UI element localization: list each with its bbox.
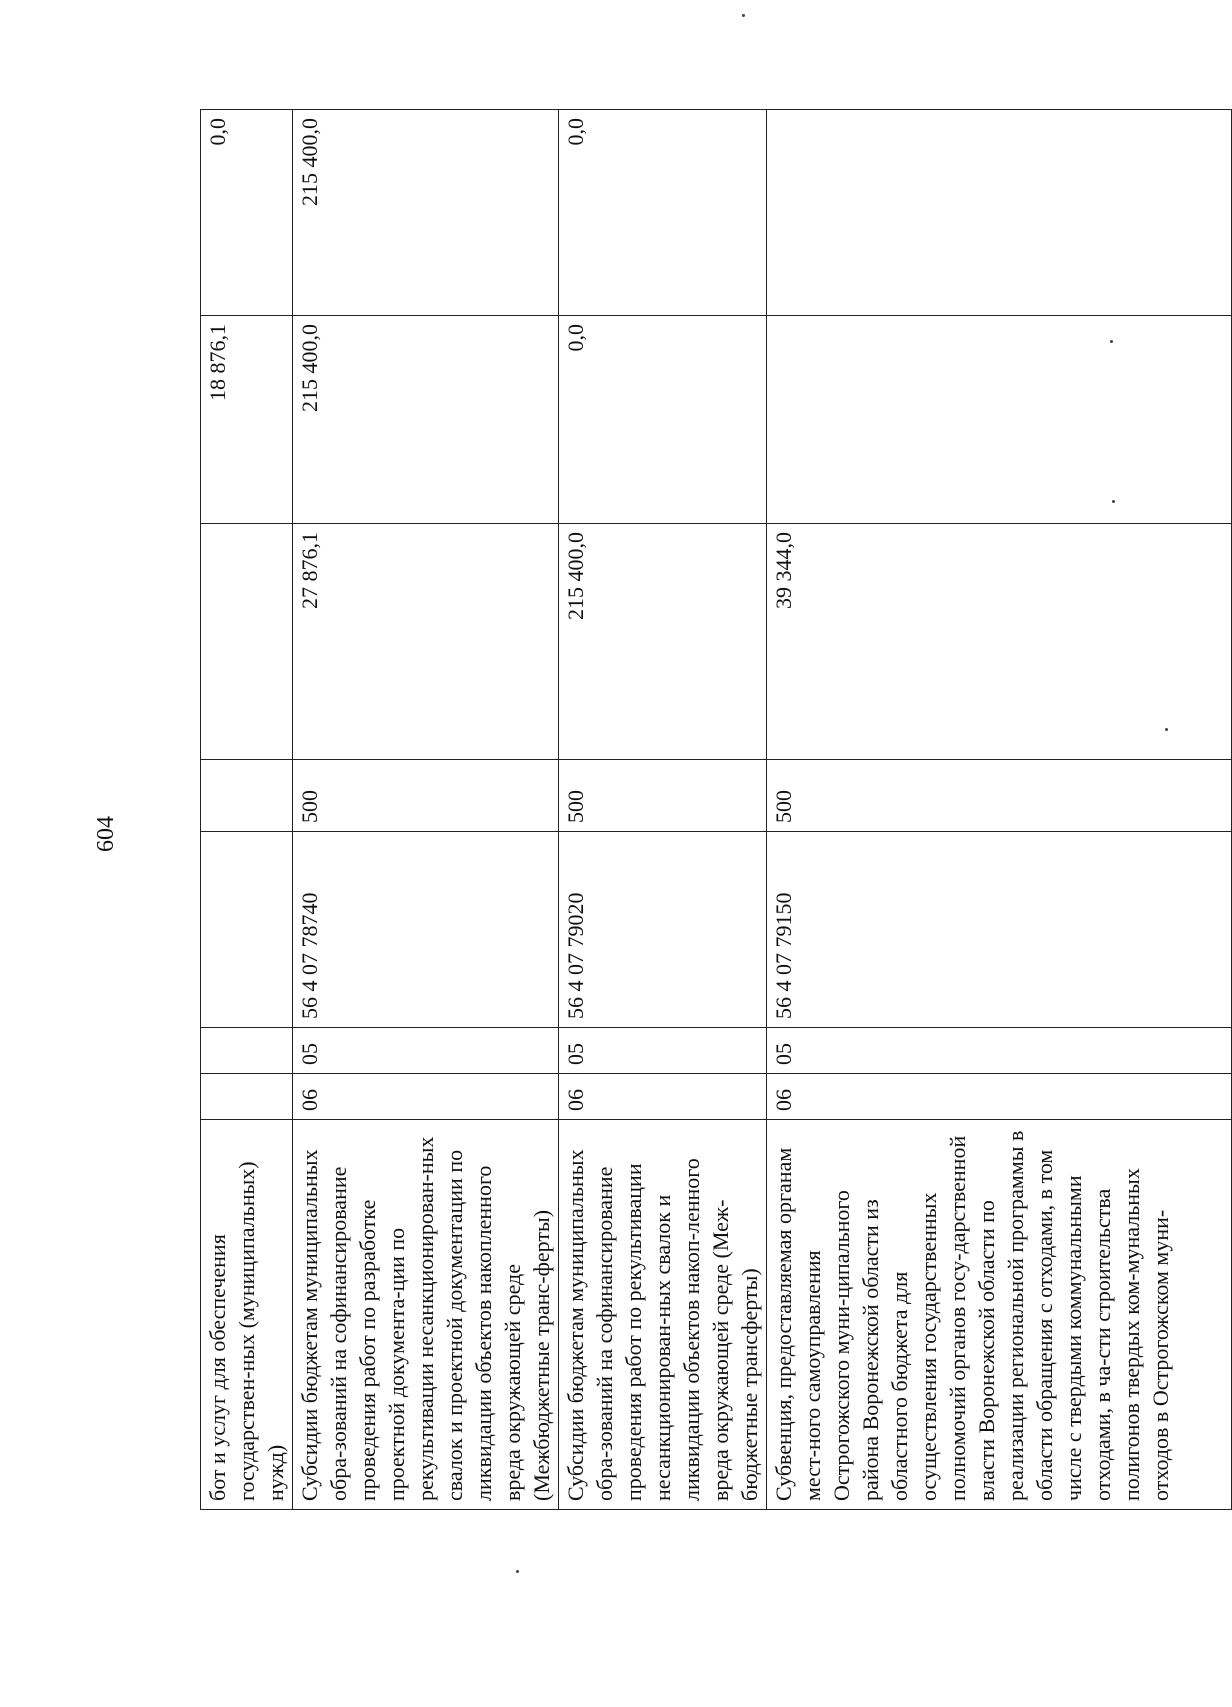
row-target-article: 56 4 07 78740 <box>293 832 559 1028</box>
scan-speck <box>516 1570 519 1573</box>
table-row <box>201 110 293 1510</box>
row-value-2: 215 400,0 <box>293 316 559 524</box>
row-expense-type: 500 <box>293 760 559 832</box>
row-value-3 <box>767 110 1232 316</box>
page-number: 604 <box>93 816 119 852</box>
row-name: Субвенция, предоставляемая органам мест-ного самоуправления Острогожского муни-ципального района Воронежской области из областного бюджета для осуществления государственных полномочий органов госу-дарственной власти Воронежской области по реализации региональной программы в области обращения с отходами, в том числе с твердыми коммунальными отходами, в ча-сти строительства полигонов твердых ком-мунальных отходов в Острогожском муни- <box>767 1120 1232 1510</box>
table-row <box>767 110 1232 1510</box>
row-value-1: 215 400,0 <box>559 524 767 760</box>
table-frame <box>200 110 1173 1510</box>
row-podrazdel: 05 <box>767 1028 1232 1074</box>
row-value-1 <box>201 524 293 760</box>
row-podrazdel <box>201 1028 293 1074</box>
row-expense-type: 500 <box>559 760 767 832</box>
row-podrazdel: 05 <box>293 1028 559 1074</box>
row-value-3: 0,0 <box>559 110 767 316</box>
scan-speck <box>1112 500 1115 503</box>
scan-speck <box>1110 340 1113 343</box>
row-value-3: 0,0 <box>201 110 293 316</box>
scan-speck <box>1165 728 1168 731</box>
row-target-article <box>201 832 293 1028</box>
row-value-1: 39 344,0 <box>767 524 1232 760</box>
row-value-2: 0,0 <box>559 316 767 524</box>
row-target-article: 56 4 07 79150 <box>767 832 1232 1028</box>
scan-speck <box>742 14 745 17</box>
row-value-3: 215 400,0 <box>293 110 559 316</box>
table-rotator <box>200 110 1173 1510</box>
budget-table <box>200 109 1232 1510</box>
row-podrazdel: 05 <box>559 1028 767 1074</box>
row-name: бот и услуг для обеспечения государствен-ных (муниципальных) нужд) <box>201 1120 293 1510</box>
table-row <box>559 110 767 1510</box>
row-target-article: 56 4 07 79020 <box>559 832 767 1028</box>
row-value-2: 18 876,1 <box>201 316 293 524</box>
row-razdel: 06 <box>767 1074 1232 1120</box>
row-name: Субсидии бюджетам муниципальных обра-зований на софинансирование проведения работ по разработке проектной документа-ции по рекультивации несанкционирован-ных свалок и проектной документации по ликвидации объектов накопленного вреда окружающей среде (Межбюджетные транс-ферты) <box>293 1120 559 1510</box>
row-name: Субсидии бюджетам муниципальных обра-зований на софинансирование проведения работ по рекультивации несанкционирован-ных свалок и ликвидации объектов накоп-ленного вреда окружающей среде (Меж-бюджетные трансферты) <box>559 1120 767 1510</box>
row-expense-type: 500 <box>767 760 1232 832</box>
row-razdel <box>201 1074 293 1120</box>
row-value-1: 27 876,1 <box>293 524 559 760</box>
row-value-2 <box>767 316 1232 524</box>
row-razdel: 06 <box>293 1074 559 1120</box>
row-razdel: 06 <box>559 1074 767 1120</box>
row-expense-type <box>201 760 293 832</box>
table-row <box>293 110 559 1510</box>
